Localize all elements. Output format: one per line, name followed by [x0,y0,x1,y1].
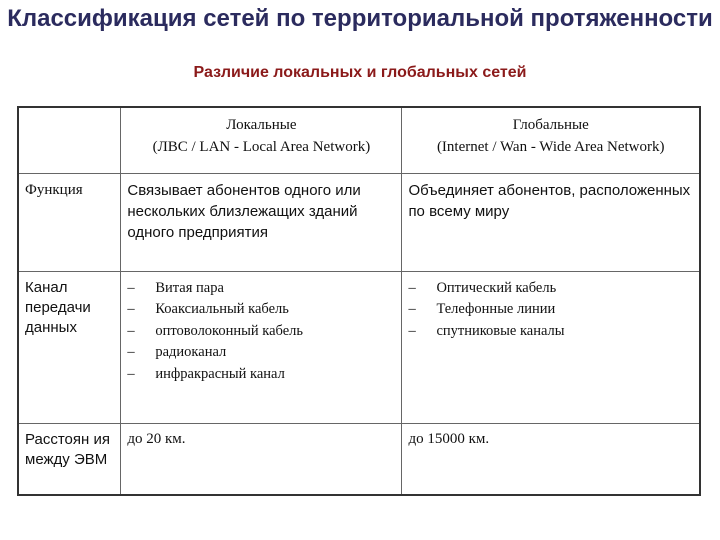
table-row-distance [18,423,700,495]
distance-local: до 20 км. [121,423,402,495]
dash-marker: – [127,365,135,382]
table-header-row [18,107,700,173]
header-global-subtitle: (Internet / Wan - Wide Area Network) [436,139,665,155]
dash-marker: – [127,322,135,339]
list-item: – инфракрасный канал [127,364,395,386]
dash-marker: – [408,301,416,317]
list-item: – спутниковые каналы [408,321,693,343]
header-global-title: Глобальные [512,117,589,133]
channel-global-list [402,272,699,343]
header-local [121,107,402,173]
table-row-function [18,173,700,271]
dash-marker: – [408,322,416,339]
dash-marker: – [127,301,135,317]
row-label-distance: Расстоян ия между ЭВМ [18,423,121,495]
channel-local [121,271,402,423]
row-label-function: Функция [18,173,121,271]
list-item: – Коаксиальный кабель [127,299,395,321]
function-global: Объединяет абонентов, расположенных по всему миру [402,173,700,271]
comparison-table [17,106,701,496]
channel-local-list [121,272,401,386]
list-item: – Телефонные линии [408,299,693,321]
list-item: – Витая пара [127,278,395,300]
page-title: Классификация сетей по территориальной протяженности [7,5,713,32]
list-item: – оптоволоконный кабель [127,321,395,343]
list-item: – радиоканал [127,342,395,364]
header-local-title: Локальные [226,117,297,133]
channel-global [402,271,700,423]
dash-marker: – [127,344,135,360]
page-subtitle: Различие локальных и глобальных сетей [193,64,527,81]
row-label-channel: Канал передачи данных [18,271,121,423]
distance-global: до 15000 км. [402,423,700,495]
function-local: Связывает абонентов одного или нескольких близлежащих зданий одного предприятия [121,173,402,271]
list-item: – Оптический кабель [408,278,693,300]
dash-marker: – [127,279,135,296]
header-local-subtitle: (ЛВС / LAN - Local Area Network) [152,139,371,155]
dash-marker: – [408,279,416,296]
header-empty-cell [18,107,121,173]
table-row-channel [18,271,700,423]
header-global [402,107,700,173]
